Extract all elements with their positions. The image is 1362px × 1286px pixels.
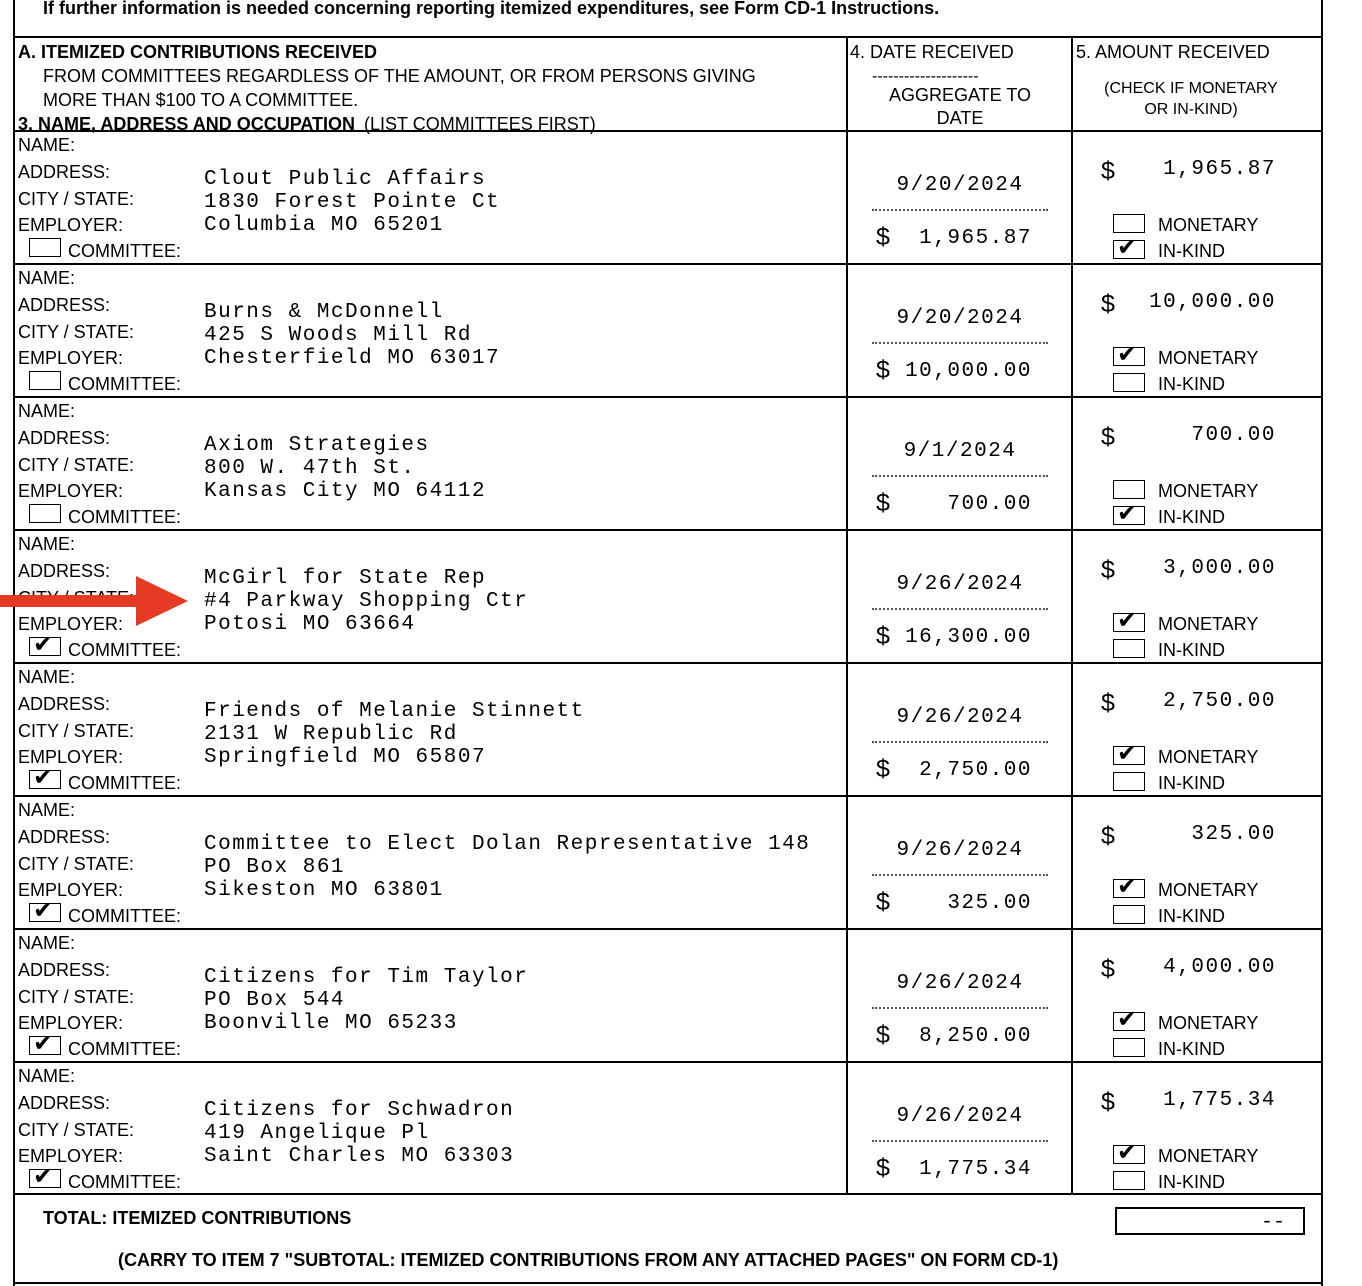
- check-mark-icon: ✔: [33, 1029, 54, 1057]
- contributor-name: Burns & McDonnell: [204, 301, 444, 324]
- label-name: NAME:: [18, 933, 76, 953]
- label-in-kind: IN-KIND: [1158, 374, 1225, 394]
- in-kind-checkbox[interactable]: [1113, 905, 1145, 924]
- label-employer: EMPLOYER:: [18, 1146, 124, 1166]
- col4-divider: [846, 36, 848, 1194]
- page-bottom-rule: [13, 1282, 1323, 1284]
- label-committee: COMMITTEE:: [68, 1039, 181, 1059]
- label-in-kind: IN-KIND: [1158, 507, 1225, 527]
- date-dotted-rule: [872, 1140, 1048, 1142]
- label-committee: COMMITTEE:: [68, 640, 181, 660]
- contributor-city-state: Saint Charles MO 63303: [204, 1145, 515, 1168]
- monetary-checkbox[interactable]: [1113, 872, 1145, 900]
- aggregate-to-date: 700.00: [947, 493, 1032, 516]
- check-mark-icon: ✔: [1117, 739, 1138, 767]
- label-name: NAME:: [18, 401, 76, 421]
- in-kind-checkbox[interactable]: [1113, 772, 1145, 791]
- monetary-checkbox[interactable]: [1113, 340, 1145, 368]
- aggregate-dollar-sign: $: [876, 755, 890, 783]
- aggregate-to-date: 1,775.34: [919, 1158, 1032, 1181]
- aggregate-to-date: 16,300.00: [905, 626, 1032, 649]
- in-kind-checkbox[interactable]: [1113, 373, 1145, 392]
- aggregate-dollar-sign: $: [876, 356, 890, 384]
- committee-checkbox[interactable]: [29, 630, 61, 658]
- committee-checkbox[interactable]: [29, 1162, 61, 1190]
- contributor-name: Clout Public Affairs: [204, 168, 487, 191]
- label-employer: EMPLOYER:: [18, 747, 124, 767]
- label-address: ADDRESS:: [18, 694, 111, 714]
- monetary-checkbox[interactable]: [1113, 1138, 1145, 1166]
- row-divider: [13, 795, 1323, 797]
- label-monetary: MONETARY: [1158, 1146, 1259, 1166]
- monetary-checkbox[interactable]: [1113, 214, 1145, 233]
- check-mark-icon: ✔: [33, 896, 54, 924]
- label-name: NAME:: [18, 1066, 76, 1086]
- contributor-address: 419 Angelique Pl: [204, 1122, 430, 1145]
- label-address: ADDRESS:: [18, 827, 111, 847]
- section-a-title: A. ITEMIZED CONTRIBUTIONS RECEIVED: [18, 42, 378, 62]
- label-in-kind: IN-KIND: [1158, 241, 1225, 261]
- aggregate-dollar-sign: $: [876, 223, 890, 251]
- row-divider: [13, 928, 1323, 930]
- check-mark-icon: ✔: [1117, 233, 1138, 261]
- in-kind-checkbox[interactable]: [1113, 639, 1145, 658]
- row-divider: [13, 1061, 1323, 1063]
- date-received: 9/26/2024: [896, 972, 1024, 995]
- monetary-checkbox[interactable]: [1113, 606, 1145, 634]
- aggregate-to-date: 8,250.00: [919, 1025, 1032, 1048]
- col3-title: [18, 113, 844, 135]
- label-committee: COMMITTEE:: [68, 241, 181, 261]
- contributor-city-state: Columbia MO 65201: [204, 214, 444, 237]
- contributor-name: McGirl for State Rep: [204, 567, 487, 590]
- label-employer: EMPLOYER:: [18, 215, 124, 235]
- col4-dash-line: --------------------: [872, 68, 979, 85]
- amount-dollar-sign: $: [1101, 290, 1115, 318]
- label-city-state: CITY / STATE:: [18, 721, 135, 741]
- committee-checkbox[interactable]: [29, 763, 61, 791]
- committee-checkbox[interactable]: [29, 1029, 61, 1057]
- contributor-city-state: Potosi MO 63664: [204, 613, 416, 636]
- table-bottom-rule: [13, 1193, 1323, 1195]
- contributor-name: Axiom Strategies: [204, 434, 430, 457]
- row-divider: [13, 263, 1323, 265]
- date-dotted-rule: [872, 209, 1048, 211]
- label-committee: COMMITTEE:: [68, 374, 181, 394]
- label-city-state: CITY / STATE:: [18, 1120, 135, 1140]
- row-divider: [13, 662, 1323, 664]
- row-divider: [13, 396, 1323, 398]
- col4-title: 4. DATE RECEIVED: [850, 42, 1014, 62]
- amount-dollar-sign: $: [1101, 157, 1115, 185]
- date-received: 9/1/2024: [903, 440, 1017, 463]
- contributor-address: PO Box 544: [204, 989, 346, 1012]
- contributor-address: 2131 W Republic Rd: [204, 723, 458, 746]
- check-mark-icon: ✔: [1117, 606, 1138, 634]
- top-instruction-note: If further information is needed concerning reporting itemized expenditures, see Form CD-1 Instructions.: [43, 0, 940, 18]
- date-received: 9/26/2024: [896, 573, 1024, 596]
- label-committee: COMMITTEE:: [68, 1172, 181, 1192]
- col5-sub2: OR IN-KIND): [1144, 101, 1238, 118]
- label-name: NAME:: [18, 667, 76, 687]
- col5-title: 5. AMOUNT RECEIVED: [1076, 42, 1270, 62]
- label-monetary: MONETARY: [1158, 747, 1259, 767]
- col3-note: (LIST COMMITTEES FIRST): [364, 114, 596, 134]
- red-arrow-icon: [0, 576, 190, 626]
- label-monetary: MONETARY: [1158, 215, 1259, 235]
- in-kind-checkbox[interactable]: [1113, 1038, 1145, 1057]
- col4-sub2: DATE: [936, 108, 984, 128]
- right-border: [1321, 0, 1323, 1286]
- left-border: [13, 0, 15, 1286]
- label-employer: EMPLOYER:: [18, 481, 124, 501]
- amount-dollar-sign: $: [1101, 1088, 1115, 1116]
- label-in-kind: IN-KIND: [1158, 1172, 1225, 1192]
- label-monetary: MONETARY: [1158, 1013, 1259, 1033]
- contributor-name: Citizens for Schwadron: [204, 1099, 515, 1122]
- date-dotted-rule: [872, 1007, 1048, 1009]
- col5-sub1: (CHECK IF MONETARY: [1104, 80, 1278, 97]
- col4-sub1: AGGREGATE TO: [888, 85, 1032, 105]
- aggregate-dollar-sign: $: [876, 1154, 890, 1182]
- label-employer: EMPLOYER:: [18, 880, 124, 900]
- check-mark-icon: ✔: [1117, 872, 1138, 900]
- header-top-rule: [13, 36, 1323, 38]
- section-a-line1: FROM COMMITTEES REGARDLESS OF THE AMOUNT, OR FROM PERSONS GIVING: [43, 66, 756, 86]
- contributor-address: #4 Parkway Shopping Ctr: [204, 590, 529, 613]
- label-employer: EMPLOYER:: [18, 1013, 124, 1033]
- label-in-kind: IN-KIND: [1158, 1039, 1225, 1059]
- label-employer: EMPLOYER:: [18, 348, 124, 368]
- date-received: 9/20/2024: [896, 174, 1024, 197]
- in-kind-checkbox[interactable]: [1113, 499, 1145, 527]
- aggregate-to-date: 2,750.00: [919, 759, 1032, 782]
- total-label: TOTAL: ITEMIZED CONTRIBUTIONS: [43, 1208, 352, 1228]
- amount-received: 2,750.00: [1163, 690, 1276, 713]
- committee-checkbox[interactable]: [29, 238, 61, 257]
- label-address: ADDRESS:: [18, 561, 111, 581]
- amount-received: 1,965.87: [1163, 158, 1276, 181]
- label-address: ADDRESS:: [18, 960, 111, 980]
- label-employer: EMPLOYER:: [18, 614, 124, 634]
- label-in-kind: IN-KIND: [1158, 906, 1225, 926]
- contributor-name: Citizens for Tim Taylor: [204, 966, 529, 989]
- row-divider: [13, 529, 1323, 531]
- carry-note: (CARRY TO ITEM 7 "SUBTOTAL: ITEMIZED CONTRIBUTIONS FROM ANY ATTACHED PAGES" ON FORM CD-1): [118, 1250, 1059, 1270]
- label-city-state: CITY / STATE:: [18, 455, 135, 475]
- label-committee: COMMITTEE:: [68, 906, 181, 926]
- label-monetary: MONETARY: [1158, 614, 1259, 634]
- label-city-state: CITY / STATE:: [18, 987, 135, 1007]
- check-mark-icon: ✔: [33, 763, 54, 791]
- amount-dollar-sign: $: [1101, 423, 1115, 451]
- label-name: NAME:: [18, 268, 76, 288]
- aggregate-to-date: 1,965.87: [919, 227, 1032, 250]
- contributor-city-state: Boonville MO 65233: [204, 1012, 458, 1035]
- monetary-checkbox[interactable]: [1113, 739, 1145, 767]
- amount-received: 4,000.00: [1163, 956, 1276, 979]
- col3-title-text: 3. NAME, ADDRESS AND OCCUPATION: [18, 114, 356, 134]
- label-committee: COMMITTEE:: [68, 507, 181, 527]
- contributor-address: 800 W. 47th St.: [204, 457, 416, 480]
- amount-received: 325.00: [1191, 823, 1276, 846]
- date-dotted-rule: [872, 741, 1048, 743]
- contributor-name: Friends of Melanie Stinnett: [204, 700, 585, 723]
- date-received: 9/26/2024: [896, 706, 1024, 729]
- amount-received: 1,775.34: [1163, 1089, 1276, 1112]
- label-city-state: CITY / STATE:: [18, 322, 135, 342]
- amount-received: 3,000.00: [1163, 557, 1276, 580]
- label-monetary: MONETARY: [1158, 880, 1259, 900]
- check-mark-icon: ✔: [1117, 499, 1138, 527]
- check-mark-icon: ✔: [1117, 1005, 1138, 1033]
- aggregate-dollar-sign: $: [876, 888, 890, 916]
- label-monetary: MONETARY: [1158, 348, 1259, 368]
- label-name: NAME:: [18, 534, 76, 554]
- committee-checkbox[interactable]: [29, 504, 61, 523]
- contributor-address: 425 S Woods Mill Rd: [204, 324, 472, 347]
- contributor-city-state: Springfield MO 65807: [204, 746, 487, 769]
- label-committee: COMMITTEE:: [68, 773, 181, 793]
- section-a-line2: MORE THAN $100 TO A COMMITTEE.: [43, 90, 359, 110]
- contributor-name: Committee to Elect Dolan Representative 148: [204, 833, 811, 856]
- contributor-city-state: Sikeston MO 63801: [204, 879, 444, 902]
- label-monetary: MONETARY: [1158, 481, 1259, 501]
- check-mark-icon: ✔: [1117, 340, 1138, 368]
- check-mark-icon: ✔: [33, 630, 54, 658]
- monetary-checkbox[interactable]: [1113, 1005, 1145, 1033]
- label-name: NAME:: [18, 135, 76, 155]
- contributor-address: 1830 Forest Pointe Ct: [204, 191, 501, 214]
- amount-dollar-sign: $: [1101, 822, 1115, 850]
- label-in-kind: IN-KIND: [1158, 773, 1225, 793]
- date-received: 9/26/2024: [896, 1105, 1024, 1128]
- amount-dollar-sign: $: [1101, 556, 1115, 584]
- contributor-city-state: Kansas City MO 64112: [204, 480, 487, 503]
- amount-dollar-sign: $: [1101, 689, 1115, 717]
- contributor-city-state: Chesterfield MO 63017: [204, 347, 501, 370]
- label-in-kind: IN-KIND: [1158, 640, 1225, 660]
- aggregate-dollar-sign: $: [876, 1021, 890, 1049]
- label-city-state: CITY / STATE:: [18, 189, 135, 209]
- total-box[interactable]: [1115, 1207, 1305, 1235]
- check-mark-icon: ✔: [1117, 1138, 1138, 1166]
- aggregate-to-date: 10,000.00: [905, 360, 1032, 383]
- label-city-state: CITY / STATE:: [18, 854, 135, 874]
- date-dotted-rule: [872, 874, 1048, 876]
- date-dotted-rule: [872, 475, 1048, 477]
- amount-dollar-sign: $: [1101, 955, 1115, 983]
- date-received: 9/26/2024: [896, 839, 1024, 862]
- label-name: NAME:: [18, 800, 76, 820]
- label-address: ADDRESS:: [18, 428, 111, 448]
- in-kind-checkbox[interactable]: [1113, 1171, 1145, 1190]
- aggregate-dollar-sign: $: [876, 622, 890, 650]
- aggregate-to-date: 325.00: [947, 892, 1032, 915]
- label-address: ADDRESS:: [18, 162, 111, 182]
- amount-received: 10,000.00: [1149, 291, 1276, 314]
- in-kind-checkbox[interactable]: [1113, 233, 1145, 261]
- total-value: --: [1260, 1211, 1285, 1234]
- date-dotted-rule: [872, 342, 1048, 344]
- committee-checkbox[interactable]: [29, 371, 61, 390]
- col5-divider: [1071, 36, 1073, 1194]
- date-received: 9/20/2024: [896, 307, 1024, 330]
- check-mark-icon: ✔: [33, 1162, 54, 1190]
- monetary-checkbox[interactable]: [1113, 480, 1145, 499]
- label-address: ADDRESS:: [18, 295, 111, 315]
- contributor-address: PO Box 861: [204, 856, 346, 879]
- date-dotted-rule: [872, 608, 1048, 610]
- aggregate-dollar-sign: $: [876, 489, 890, 517]
- label-address: ADDRESS:: [18, 1093, 111, 1113]
- committee-checkbox[interactable]: [29, 896, 61, 924]
- amount-received: 700.00: [1191, 424, 1276, 447]
